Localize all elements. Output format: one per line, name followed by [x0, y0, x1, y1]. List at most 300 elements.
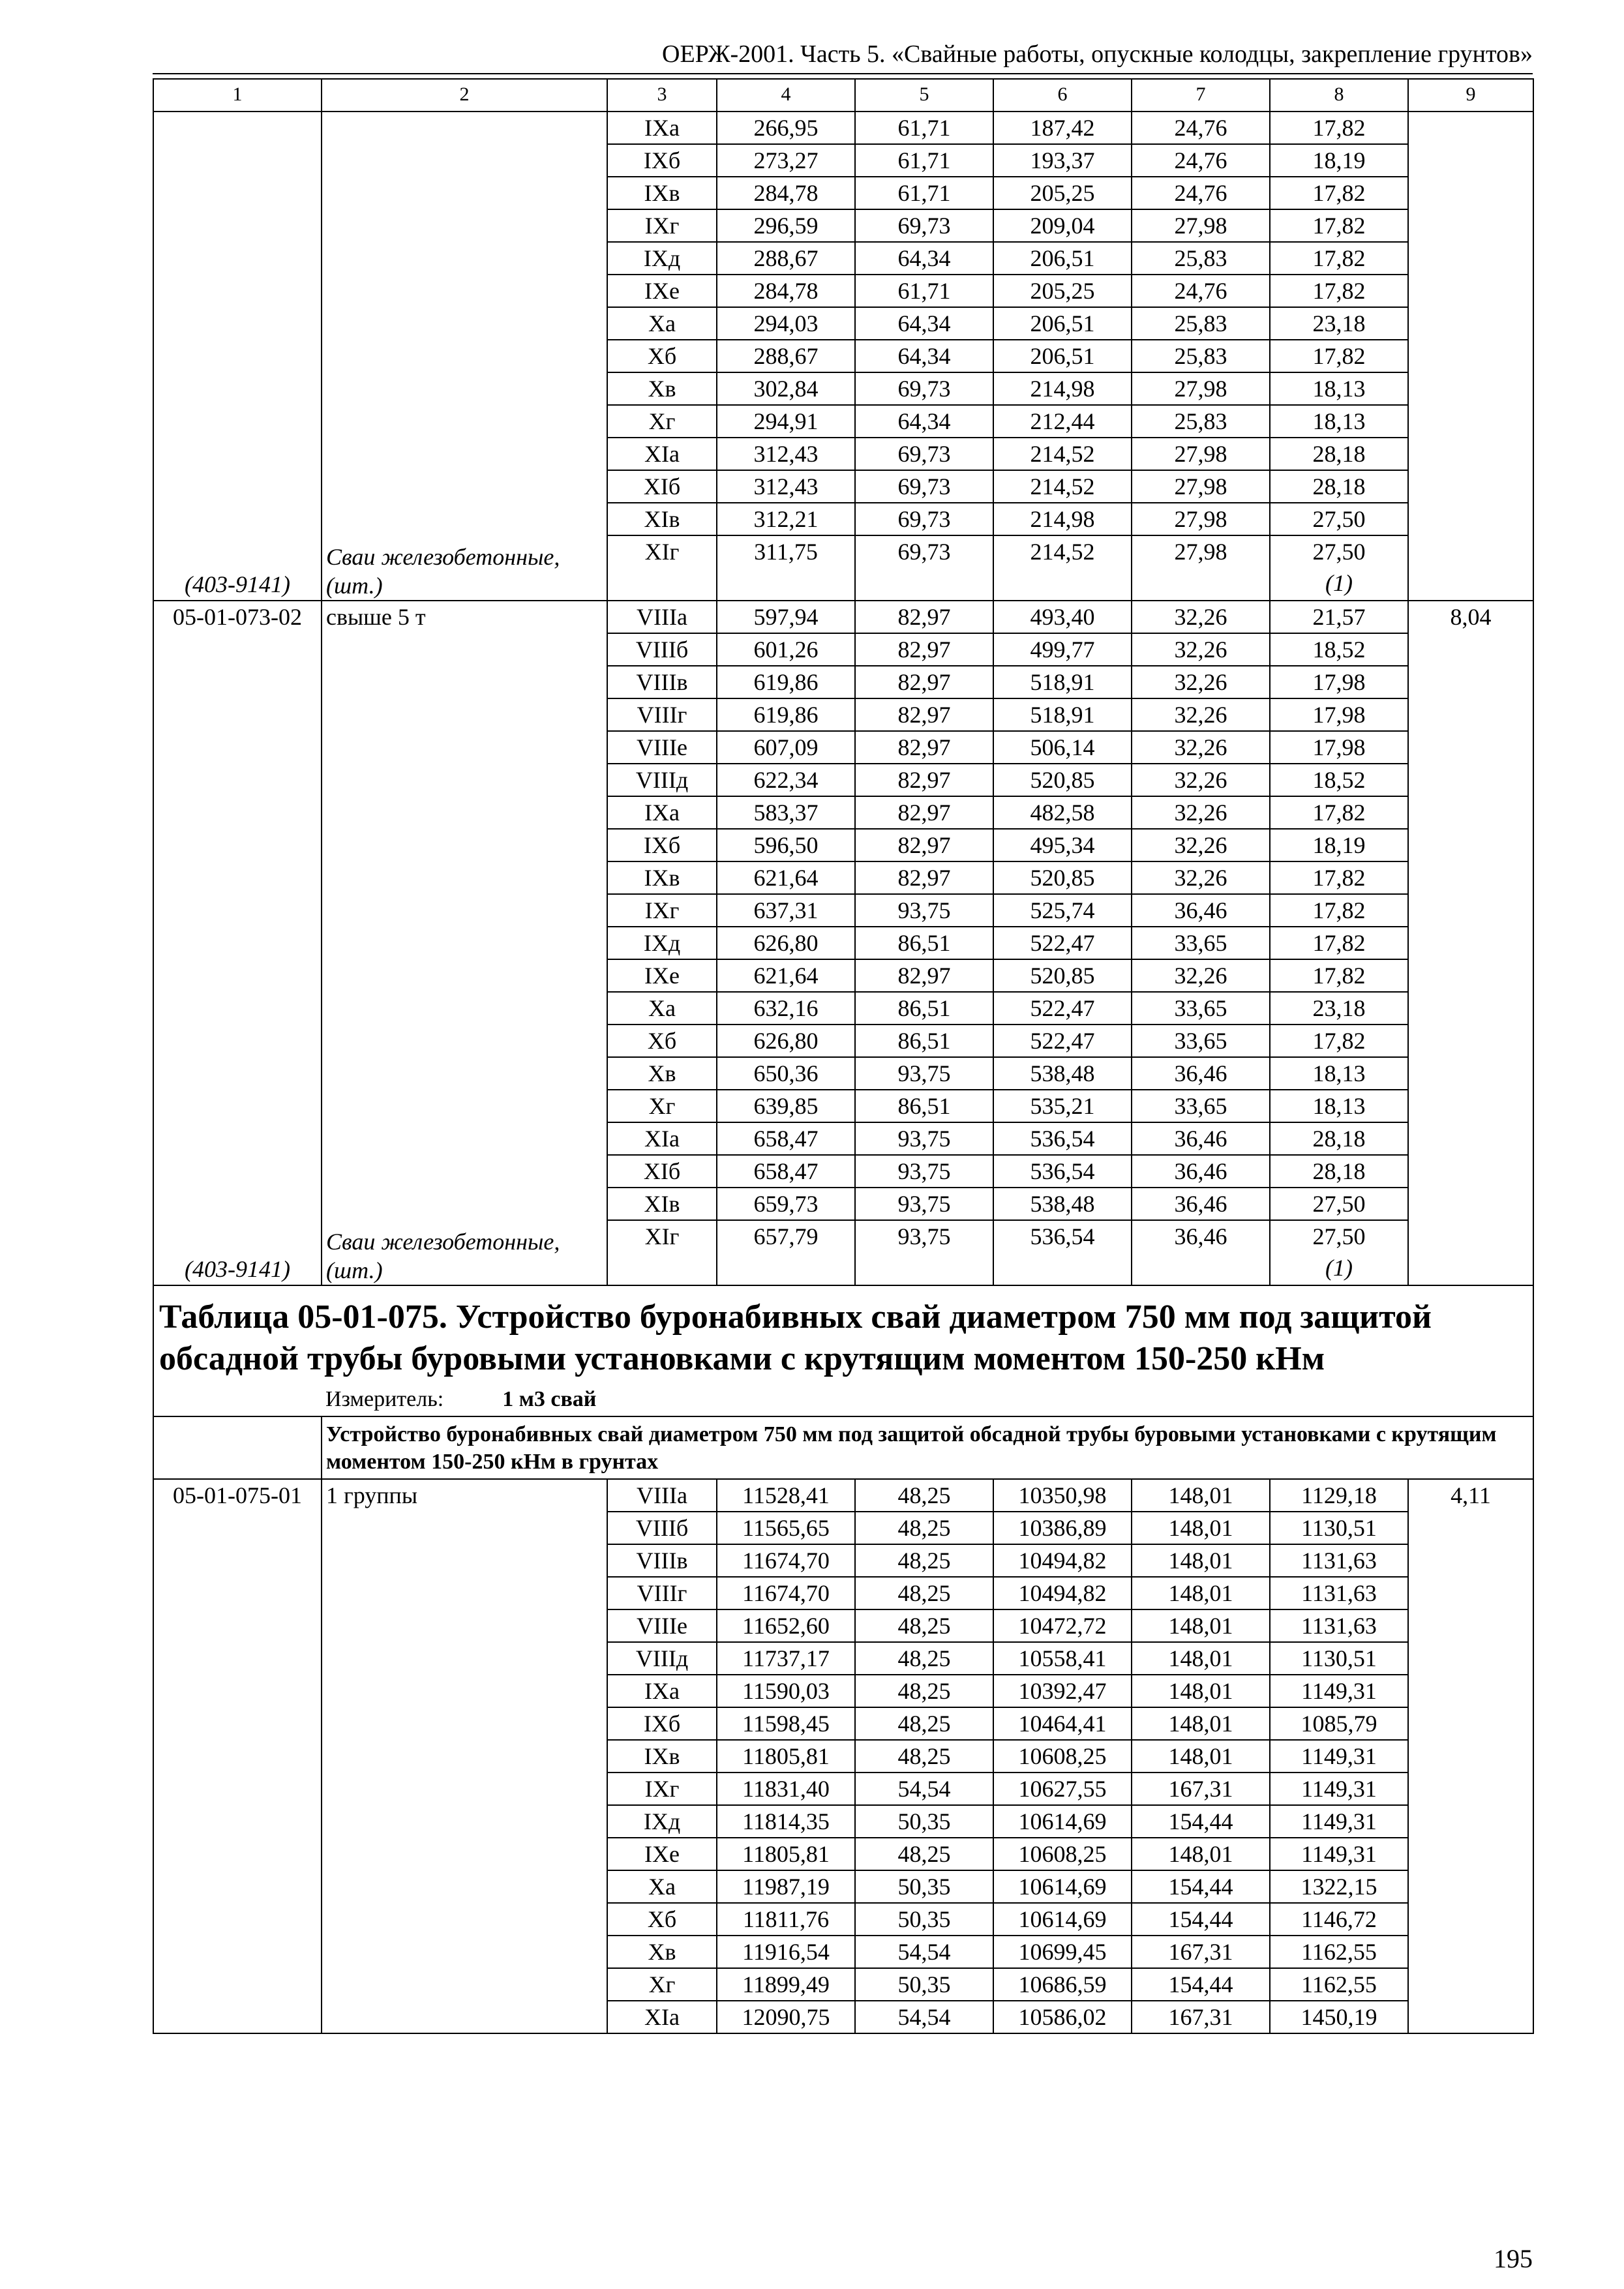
col9-cell	[1408, 764, 1533, 796]
value-cell: 17,82	[1270, 209, 1408, 242]
value-cell: 536,54	[993, 1122, 1132, 1155]
name-cell	[322, 1188, 607, 1220]
value-cell: 522,47	[993, 927, 1132, 959]
code-cell	[153, 470, 322, 503]
resource-name: Сваи железобетонные, (шт.)	[322, 535, 607, 601]
code-cell	[153, 698, 322, 731]
value-cell: 148,01	[1132, 1609, 1270, 1642]
value-cell: 621,64	[717, 959, 855, 992]
table-row	[153, 2001, 1533, 2033]
col9-cell	[1408, 992, 1533, 1025]
value-cell: 27,98	[1132, 209, 1270, 242]
value-cell: 311,75	[717, 535, 855, 601]
table-row	[153, 405, 1533, 438]
value-cell: 36,46	[1132, 1188, 1270, 1220]
soil-class-cell: Xв	[607, 1057, 717, 1090]
code-cell	[153, 894, 322, 927]
table-row	[153, 894, 1533, 927]
name-cell	[322, 1642, 607, 1675]
value-cell: 28,18	[1270, 470, 1408, 503]
value-cell: 205,25	[993, 275, 1132, 307]
value-cell: 1131,63	[1270, 1544, 1408, 1577]
value-cell: 538,48	[993, 1188, 1132, 1220]
code-cell	[153, 1057, 322, 1090]
value-cell: 288,67	[717, 242, 855, 275]
value-cell: 33,65	[1132, 992, 1270, 1025]
value-cell: 522,47	[993, 992, 1132, 1025]
value-cell: 193,37	[993, 144, 1132, 177]
name-cell	[322, 144, 607, 177]
col9-cell	[1408, 1707, 1533, 1740]
page-number: 195	[1494, 2244, 1533, 2273]
value-cell: 214,52	[993, 438, 1132, 470]
name-cell	[322, 829, 607, 861]
name-cell	[322, 861, 607, 894]
value-cell: 25,83	[1132, 405, 1270, 438]
code-cell	[153, 177, 322, 209]
name-cell	[322, 307, 607, 340]
value-cell: 48,25	[855, 1479, 993, 1512]
column-number: 5	[855, 79, 993, 112]
resource-code: (403-9141)	[153, 535, 322, 601]
value-cell: 583,37	[717, 796, 855, 829]
value-cell: 626,80	[717, 927, 855, 959]
value-cell: 27,98	[1132, 535, 1270, 601]
value-cell: 506,14	[993, 731, 1132, 764]
table-row	[153, 79, 1533, 112]
table-row	[153, 1903, 1533, 1936]
value-cell: 32,26	[1132, 829, 1270, 861]
soil-class-cell: IXв	[607, 1740, 717, 1773]
value-cell: 17,82	[1270, 275, 1408, 307]
soil-class-cell: Xг	[607, 1968, 717, 2001]
code-cell	[153, 1025, 322, 1057]
code-cell	[153, 1577, 322, 1609]
col9-cell	[1408, 275, 1533, 307]
value-cell: 61,71	[855, 144, 993, 177]
col9-cell	[1408, 1675, 1533, 1707]
value-cell: 93,75	[855, 1057, 993, 1090]
code-cell	[153, 959, 322, 992]
soil-class-cell: VIIIе	[607, 1609, 717, 1642]
value-cell: 18,52	[1270, 633, 1408, 666]
name-cell: 1 группы	[322, 1479, 607, 1512]
table-row	[153, 1740, 1533, 1773]
value-cell: 10392,47	[993, 1675, 1132, 1707]
name-cell	[322, 1577, 607, 1609]
value-cell: 48,25	[855, 1577, 993, 1609]
col9-cell	[1408, 1838, 1533, 1870]
table-row	[153, 1609, 1533, 1642]
table-row	[153, 829, 1533, 861]
name-cell	[322, 1675, 607, 1707]
value-cell: 86,51	[855, 1025, 993, 1057]
value-cell: 10350,98	[993, 1479, 1132, 1512]
value-cell: 32,26	[1132, 731, 1270, 764]
col9-cell	[1408, 535, 1533, 601]
col9-cell	[1408, 1188, 1533, 1220]
name-cell	[322, 666, 607, 698]
value-cell: 154,44	[1132, 1870, 1270, 1903]
value-cell: 54,54	[855, 1936, 993, 1968]
value-cell: 86,51	[855, 927, 993, 959]
value-cell: 25,83	[1132, 340, 1270, 372]
value-cell: 33,65	[1132, 927, 1270, 959]
code-cell	[153, 307, 322, 340]
soil-class-cell: XIг	[607, 535, 717, 601]
code-cell	[153, 1642, 322, 1675]
col9-cell	[1408, 503, 1533, 535]
value-cell: 294,91	[717, 405, 855, 438]
value-cell: 69,73	[855, 503, 993, 535]
table-row	[153, 535, 1533, 601]
column-number: 1	[153, 79, 322, 112]
col9-cell	[1408, 1057, 1533, 1090]
value-cell: 86,51	[855, 1090, 993, 1122]
value-cell: 17,82	[1270, 959, 1408, 992]
value-cell: 48,25	[855, 1609, 993, 1642]
value-cell: 273,27	[717, 144, 855, 177]
value-cell: 520,85	[993, 861, 1132, 894]
value-cell: 27,98	[1132, 372, 1270, 405]
value-cell: 11674,70	[717, 1544, 855, 1577]
value-cell: 312,43	[717, 470, 855, 503]
code-cell	[153, 829, 322, 861]
value-cell: 61,71	[855, 177, 993, 209]
col9-cell	[1408, 242, 1533, 275]
soil-class-cell: IXб	[607, 829, 717, 861]
table-row	[153, 177, 1533, 209]
value-cell: 639,85	[717, 1090, 855, 1122]
column-number: 9	[1408, 79, 1533, 112]
measure-line	[322, 1384, 1533, 1416]
name-cell	[322, 1155, 607, 1188]
soil-class-cell: IXд	[607, 927, 717, 959]
value-cell: 28,18	[1270, 1122, 1408, 1155]
value-cell: 33,65	[1132, 1025, 1270, 1057]
value-cell: 17,82	[1270, 796, 1408, 829]
code-cell	[153, 209, 322, 242]
value-cell: 50,35	[855, 1805, 993, 1838]
name-cell	[322, 894, 607, 927]
soil-class-cell: IXа	[607, 796, 717, 829]
value-cell: 601,26	[717, 633, 855, 666]
soil-class-cell: IXг	[607, 1773, 717, 1805]
value-cell: 214,98	[993, 372, 1132, 405]
value-cell: 32,26	[1132, 959, 1270, 992]
soil-class-cell: XIг	[607, 1220, 717, 1285]
value-cell: 10494,82	[993, 1544, 1132, 1577]
value-cell: 32,26	[1132, 601, 1270, 633]
table-row	[153, 861, 1533, 894]
value-cell: 209,04	[993, 209, 1132, 242]
name-cell	[322, 275, 607, 307]
value-cell: 658,47	[717, 1122, 855, 1155]
value-cell: 17,82	[1270, 242, 1408, 275]
value-cell: 11987,19	[717, 1870, 855, 1903]
col9-cell	[1408, 1122, 1533, 1155]
col9-cell	[1408, 1577, 1533, 1609]
col9-cell	[1408, 1773, 1533, 1805]
value-cell: 538,48	[993, 1057, 1132, 1090]
table-row	[153, 1707, 1533, 1740]
code-cell: 05-01-073-02	[153, 601, 322, 633]
value-cell: 17,82	[1270, 177, 1408, 209]
col9-cell	[1408, 1090, 1533, 1122]
value-cell: 17,82	[1270, 1025, 1408, 1057]
value-cell: 24,76	[1132, 144, 1270, 177]
code-cell	[153, 1122, 322, 1155]
soil-class-cell: IXа	[607, 112, 717, 144]
code-cell	[153, 144, 322, 177]
value-cell: 28,18	[1270, 1155, 1408, 1188]
name-cell	[322, 405, 607, 438]
value-cell: 32,26	[1132, 861, 1270, 894]
value-cell: 302,84	[717, 372, 855, 405]
table-row	[153, 307, 1533, 340]
value-cell: 1149,31	[1270, 1675, 1408, 1707]
value-cell: 525,74	[993, 894, 1132, 927]
value-cell: 167,31	[1132, 2001, 1270, 2033]
value-cell: 11528,41	[717, 1479, 855, 1512]
value-cell: 1149,31	[1270, 1838, 1408, 1870]
code-cell	[153, 1609, 322, 1642]
name-cell	[322, 112, 607, 144]
code-cell	[153, 927, 322, 959]
value-cell: 167,31	[1132, 1936, 1270, 1968]
value-cell: 18,13	[1270, 405, 1408, 438]
soil-class-cell: IXг	[607, 209, 717, 242]
name-cell	[322, 1838, 607, 1870]
value-cell: 17,98	[1270, 731, 1408, 764]
code-cell	[153, 1838, 322, 1870]
value-cell: 518,91	[993, 698, 1132, 731]
value-cell: 93,75	[855, 1155, 993, 1188]
col9-cell	[1408, 731, 1533, 764]
table-row	[153, 1285, 1533, 1384]
table-row	[153, 1544, 1533, 1577]
soil-class-cell: VIIIб	[607, 633, 717, 666]
table-row	[153, 438, 1533, 470]
value-cell: 148,01	[1132, 1707, 1270, 1740]
value-cell: 48,25	[855, 1512, 993, 1544]
code-cell	[153, 1675, 322, 1707]
table-row	[153, 1188, 1533, 1220]
value-cell: 11565,65	[717, 1512, 855, 1544]
soil-class-cell: Xг	[607, 405, 717, 438]
value-cell: 32,26	[1132, 796, 1270, 829]
soil-class-cell: VIIIа	[607, 1479, 717, 1512]
soil-class-cell: VIIIг	[607, 698, 717, 731]
value-cell: 36,46	[1132, 1122, 1270, 1155]
value-cell: 82,97	[855, 829, 993, 861]
col9-cell	[1408, 1609, 1533, 1642]
table-row	[153, 1838, 1533, 1870]
soil-class-cell: IXг	[607, 894, 717, 927]
value-cell: 148,01	[1132, 1838, 1270, 1870]
table-row	[153, 1773, 1533, 1805]
value-cell: 148,01	[1132, 1479, 1270, 1512]
value-cell: 64,34	[855, 242, 993, 275]
value-cell: 17,82	[1270, 927, 1408, 959]
col9-cell	[1408, 372, 1533, 405]
code-cell	[153, 764, 322, 796]
name-cell	[322, 1707, 607, 1740]
value-cell: 148,01	[1132, 1577, 1270, 1609]
col9-cell	[1408, 307, 1533, 340]
value-cell: 11899,49	[717, 1968, 855, 2001]
value-cell: 64,34	[855, 307, 993, 340]
code-cell	[153, 796, 322, 829]
col9-cell	[1408, 1740, 1533, 1773]
value-cell: 27,98	[1132, 438, 1270, 470]
col9-cell	[1408, 438, 1533, 470]
value-cell: 32,26	[1132, 633, 1270, 666]
value-cell: 493,40	[993, 601, 1132, 633]
value-cell: 1322,15	[1270, 1870, 1408, 1903]
value-cell: 27,98	[1132, 470, 1270, 503]
value-cell: 148,01	[1132, 1675, 1270, 1707]
col9-cell	[1408, 1544, 1533, 1577]
column-number: 7	[1132, 79, 1270, 112]
value-cell: 659,73	[717, 1188, 855, 1220]
value-cell: 294,03	[717, 307, 855, 340]
table-row	[153, 242, 1533, 275]
value-cell: 312,21	[717, 503, 855, 535]
value-cell: 82,97	[855, 731, 993, 764]
soil-class-cell: VIIIе	[607, 731, 717, 764]
col9-cell	[1408, 177, 1533, 209]
soil-class-cell: XIа	[607, 1122, 717, 1155]
value-cell: 24,76	[1132, 112, 1270, 144]
code-cell	[153, 1968, 322, 2001]
resource-qty: (1)	[1325, 570, 1353, 596]
value-cell: 27,98	[1132, 503, 1270, 535]
table-row	[153, 731, 1533, 764]
soil-class-cell: IXб	[607, 1707, 717, 1740]
table-row	[153, 340, 1533, 372]
name-cell	[322, 698, 607, 731]
name-cell	[322, 1057, 607, 1090]
value-text: 27,50	[1312, 1223, 1366, 1249]
code-cell	[153, 1155, 322, 1188]
value-cell: 522,47	[993, 1025, 1132, 1057]
value-cell: 536,54	[993, 1155, 1132, 1188]
table-row	[153, 1642, 1533, 1675]
table-row	[153, 992, 1533, 1025]
soil-class-cell: Xа	[607, 307, 717, 340]
soil-class-cell: VIIIд	[607, 1642, 717, 1675]
value-cell: 536,54	[993, 1220, 1132, 1285]
soil-class-cell: Xа	[607, 992, 717, 1025]
value-cell: 32,26	[1132, 666, 1270, 698]
value-cell: 1162,55	[1270, 1936, 1408, 1968]
value-cell: 36,46	[1132, 894, 1270, 927]
code-cell	[153, 1773, 322, 1805]
col9-cell	[1408, 861, 1533, 894]
col9-cell	[1408, 209, 1533, 242]
name-cell	[322, 1870, 607, 1903]
value-cell: 495,34	[993, 829, 1132, 861]
value-cell: 10627,55	[993, 1773, 1132, 1805]
value-cell: 637,31	[717, 894, 855, 927]
code-cell	[153, 633, 322, 666]
value-cell: 17,82	[1270, 894, 1408, 927]
column-number: 8	[1270, 79, 1408, 112]
code-cell	[153, 861, 322, 894]
code-cell	[153, 1512, 322, 1544]
value-cell: 18,13	[1270, 372, 1408, 405]
table-row	[153, 601, 1533, 633]
value-cell: 11811,76	[717, 1903, 855, 1936]
value-cell: 596,50	[717, 829, 855, 861]
value-cell: 626,80	[717, 1025, 855, 1057]
value-cell: 28,18	[1270, 438, 1408, 470]
col9-cell	[1408, 894, 1533, 927]
value-cell: 482,58	[993, 796, 1132, 829]
value-cell: 24,76	[1132, 177, 1270, 209]
code-cell	[153, 112, 322, 144]
value-cell: 518,91	[993, 666, 1132, 698]
soil-class-cell: XIв	[607, 503, 717, 535]
table-row	[153, 959, 1533, 992]
name-cell	[322, 992, 607, 1025]
value-cell: 10464,41	[993, 1707, 1132, 1740]
soil-class-cell: IXд	[607, 242, 717, 275]
name-cell	[322, 242, 607, 275]
value-cell	[1270, 1220, 1408, 1285]
col9-cell	[1408, 1903, 1533, 1936]
col9-cell	[1408, 927, 1533, 959]
value-cell: 205,25	[993, 177, 1132, 209]
value-cell: 27,50	[1270, 1188, 1408, 1220]
soil-class-cell: IXа	[607, 1675, 717, 1707]
value-cell: 17,98	[1270, 666, 1408, 698]
value-cell: 1149,31	[1270, 1740, 1408, 1773]
col9-cell	[1408, 1805, 1533, 1838]
code-cell	[153, 1740, 322, 1773]
value-text: 27,50	[1312, 539, 1366, 565]
value-cell: 266,95	[717, 112, 855, 144]
value-cell: 82,97	[855, 666, 993, 698]
value-cell: 206,51	[993, 340, 1132, 372]
code-cell	[153, 340, 322, 372]
code-cell	[153, 1805, 322, 1838]
soil-class-cell: VIIIа	[607, 601, 717, 633]
column-number: 3	[607, 79, 717, 112]
measure-label: Измеритель:	[325, 1387, 444, 1411]
value-cell: 597,94	[717, 601, 855, 633]
table-row	[153, 1384, 1533, 1416]
value-cell: 33,65	[1132, 1090, 1270, 1122]
soil-class-cell: IXе	[607, 1838, 717, 1870]
value-cell: 288,67	[717, 340, 855, 372]
name-cell	[322, 1773, 607, 1805]
soil-class-cell: VIIIв	[607, 1544, 717, 1577]
code-cell: 05-01-075-01	[153, 1479, 322, 1512]
code-cell	[153, 1707, 322, 1740]
value-cell: 187,42	[993, 112, 1132, 144]
code-cell	[153, 372, 322, 405]
table-row	[153, 209, 1533, 242]
value-cell: 214,52	[993, 535, 1132, 601]
col9-cell	[1408, 340, 1533, 372]
table-row	[153, 503, 1533, 535]
value-cell: 25,83	[1132, 307, 1270, 340]
value-cell: 24,76	[1132, 275, 1270, 307]
soil-class-cell: XIа	[607, 2001, 717, 2033]
value-cell: 11652,60	[717, 1609, 855, 1642]
